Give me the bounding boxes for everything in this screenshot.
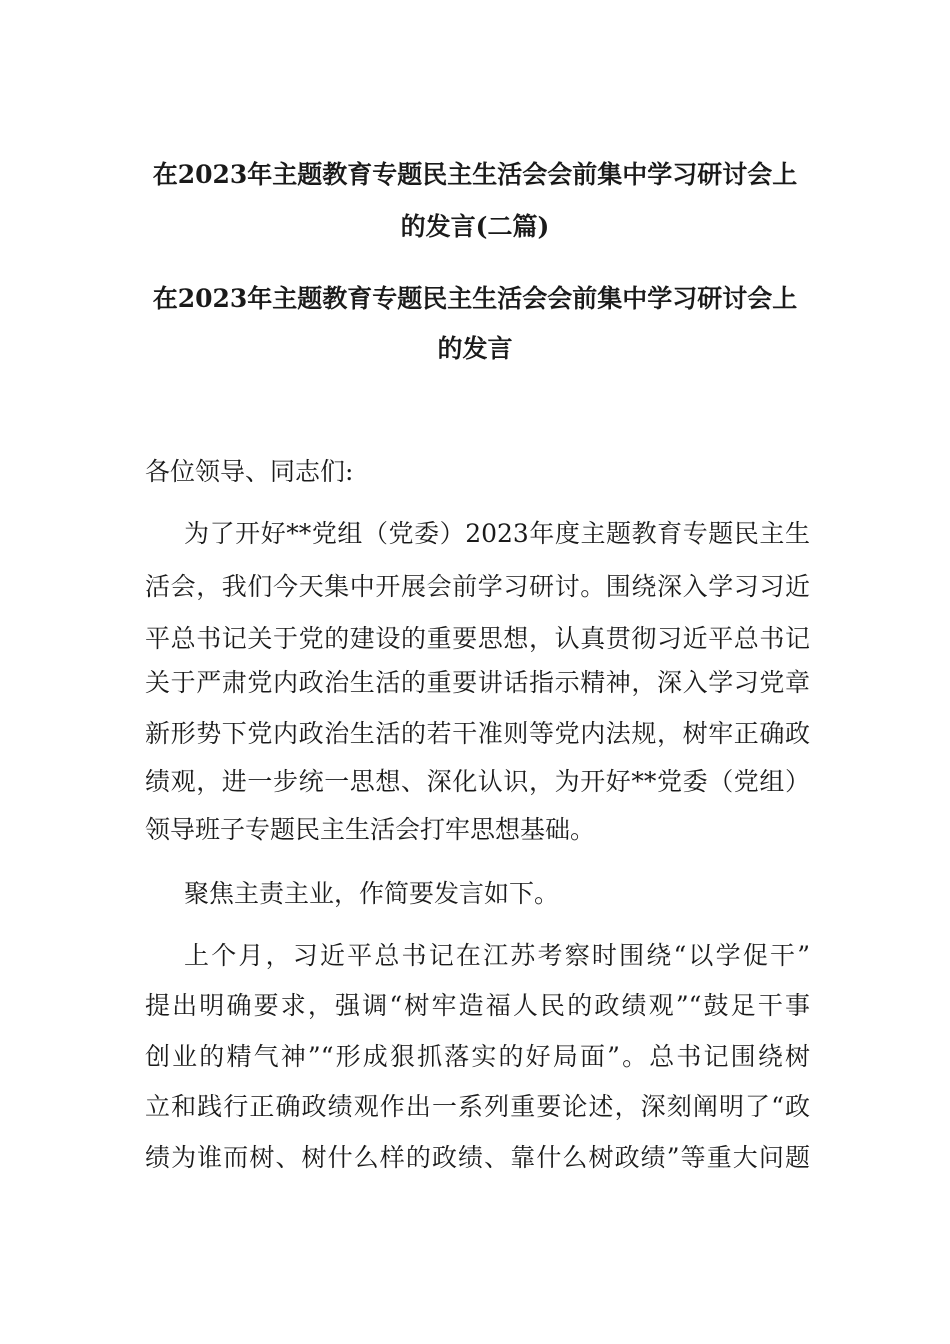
document-title-line-1: 在2023年主题教育专题民主生活会会前集中学习研讨会上 xyxy=(152,160,798,189)
paragraph-3-line-1: 上个月，习近平总书记在江苏考察时围绕“以学促干” xyxy=(184,941,810,970)
paragraph-3-line-4: 立和践行正确政绩观作出一系列重要论述，深刻阐明了“政 xyxy=(145,1092,810,1121)
paragraph-1-line-1: 为了开好**党组（党委）2023年度主题教育专题民主生 xyxy=(184,519,810,548)
paragraph-2: 聚焦主责主业，作简要发言如下。 xyxy=(184,879,560,908)
paragraph-3-line-2: 提出明确要求，强调“树牢造福人民的政绩观”“鼓足干事 xyxy=(145,991,810,1020)
paragraph-3-line-3: 创业的精气神”“形成狠抓落实的好局面”。总书记围绕树 xyxy=(145,1042,810,1071)
paragraph-1-line-5: 新形势下党内政治生活的若干准则等党内法规，树牢正确政 xyxy=(145,719,810,748)
speech-title-line-2: 的发言 xyxy=(437,334,513,363)
paragraph-1-line-2: 活会，我们今天集中开展会前学习研讨。围绕深入学习习近 xyxy=(145,572,810,601)
document-title-line-2: 的发言(二篇) xyxy=(400,212,550,241)
paragraph-3-line-5: 绩为谁而树、树什么样的政绩、靠什么树政绩”等重大问题 xyxy=(145,1143,810,1172)
salutation: 各位领导、同志们: xyxy=(145,457,354,486)
speech-title-line-1: 在2023年主题教育专题民主生活会会前集中学习研讨会上 xyxy=(152,284,798,313)
paragraph-1-line-7: 领导班子专题民主生活会打牢思想基础。 xyxy=(145,815,596,844)
paragraph-1-line-3: 平总书记关于党的建设的重要思想，认真贯彻习近平总书记 xyxy=(145,624,810,653)
paragraph-1-line-4: 关于严肃党内政治生活的重要讲话指示精神，深入学习党章 xyxy=(145,668,810,697)
paragraph-1-line-6: 绩观，进一步统一思想、深化认识，为开好**党委（党组） xyxy=(145,767,810,796)
